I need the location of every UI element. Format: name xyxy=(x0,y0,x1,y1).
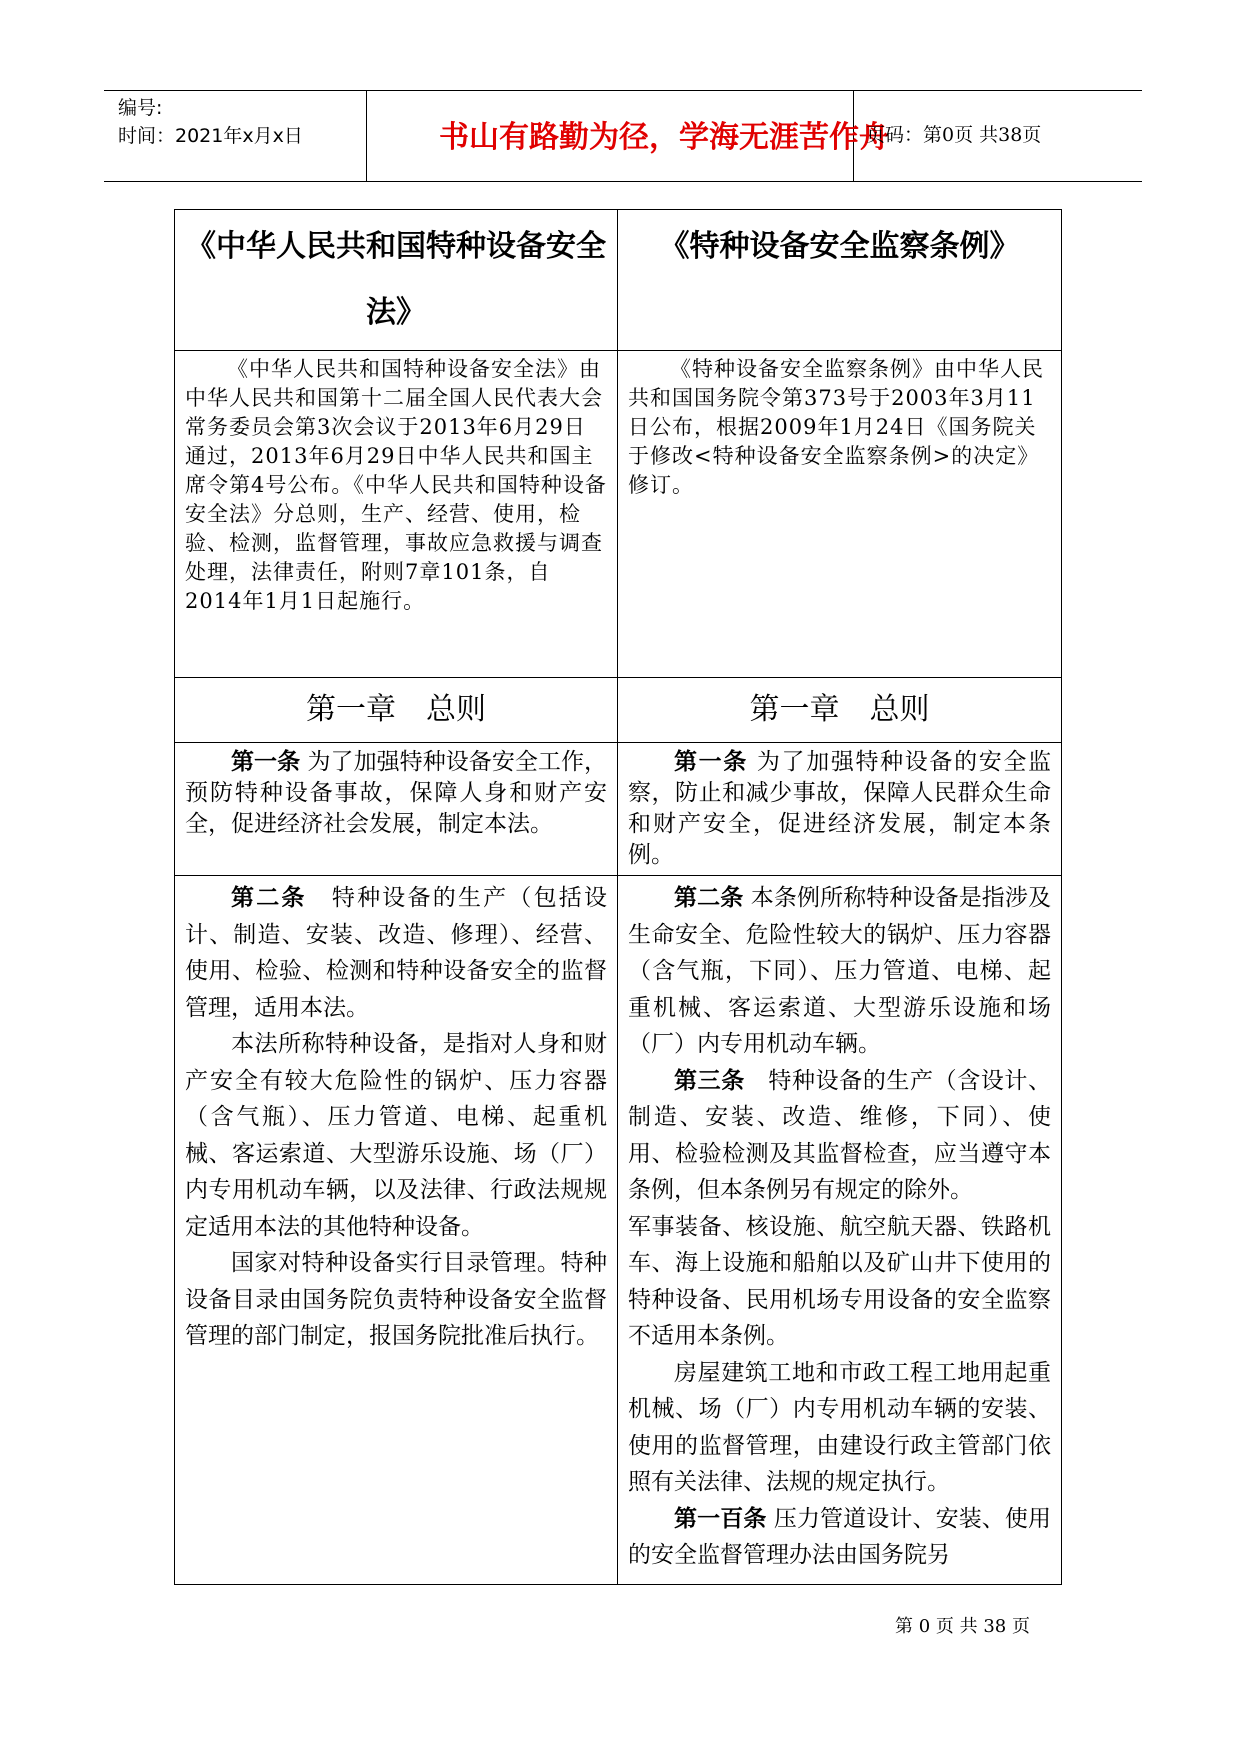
left-law-title: 《中华人民共和国特种设备安全法》 xyxy=(175,210,618,351)
header-top-rule xyxy=(104,90,1142,91)
table-row-article-1 xyxy=(175,743,1062,876)
right-article-1-text: 为了加强特种设备的安全监察，防止和减少事故，保障人民群众生命和财产安全，促进经济发展，制定本条例。 xyxy=(628,749,1052,868)
left-article-1-lead: 第一条 xyxy=(231,749,301,775)
right-article-2 xyxy=(618,876,1062,1585)
footer-page-number: 第 0 页 共 38 页 xyxy=(895,1616,1030,1637)
right-article-3-text: 特种设备的生产（含设计、制造、安装、改造、维修，下同）、使用、检验检测及其监督检查，应当遵守本条例，但本条例另有规定的除外。 xyxy=(628,1067,1052,1203)
table-row-titles xyxy=(175,210,1062,351)
header-motto: 书山有路勤为径，学海无涯苦作舟 xyxy=(439,120,889,155)
left-intro: 《中华人民共和国特种设备安全法》由中华人民共和国第十二届全国人民代表大会常务委员会第3次会议于2013年6月29日通过，2013年6月29日中华人民共和国主席令第4号公布。《中华人民共和国特种设备安全法》分总则，生产、经营、使用，检验、检测，监督管理，事故应急救援与调查处理，法律责任，附则7章101条，自2014年1月1日起施行。 xyxy=(175,351,618,678)
right-article-3-para xyxy=(628,1063,1051,1209)
left-article-1 xyxy=(175,743,618,876)
table-row-chapter xyxy=(175,678,1062,743)
right-article-1 xyxy=(618,743,1062,876)
table-row-intro xyxy=(175,351,1062,678)
right-article-2-lead: 第二条 xyxy=(674,885,744,911)
left-article-2-para xyxy=(185,880,607,1026)
left-article-2-para-2: 本法所称特种设备，是指对人身和财产安全有较大危险性的锅炉、压力容器（含气瓶）、压力管道、电梯、起重机械、客运索道、大型游乐设施、场（厂）内专用机动车辆，以及法律、行政法规规定适用本法的其他特种设备。 xyxy=(185,1031,607,1240)
right-article-3-para-2: 军事装备、核设施、航空航天器、铁路机车、海上设施和船舶以及矿山井下使用的特种设备、民用机场专用设备的安全监察不适用本条例。 xyxy=(628,1213,1051,1349)
right-article-1-lead: 第一条 xyxy=(674,749,748,775)
comparison-table xyxy=(174,209,1062,1585)
right-article-1-para xyxy=(628,747,1051,871)
left-article-1-text: 为了加强特种设备安全工作，预防特种设备事故，保障人身和财产安全，促进经济社会发展，制定本法。 xyxy=(185,749,608,837)
left-article-2-lead: 第二条 xyxy=(231,885,307,911)
left-article-2-para-3: 国家对特种设备实行目录管理。特种设备目录由国务院负责特种设备安全监督管理的部门制定，报国务院批准后执行。 xyxy=(185,1250,607,1349)
left-article-1-para xyxy=(185,747,607,840)
right-article-2-para xyxy=(628,880,1051,1063)
left-article-2-text: 特种设备的生产（包括设计、制造、安装、改造、修理）、经营、使用、检验、检测和特种设备安全的监督管理，适用本法。 xyxy=(185,885,608,1021)
right-article-100-lead: 第一百条 xyxy=(674,1505,767,1532)
left-chapter-heading: 第一章 总则 xyxy=(175,678,618,743)
page-header xyxy=(104,90,1142,182)
right-article-2-text: 本条例所称特种设备是指涉及生命安全、危险性较大的锅炉、压力容器（含气瓶，下同）、压力管道、电梯、起重机械、客运索道、大型游乐设施和场（厂）内专用机动车辆。 xyxy=(628,885,1052,1057)
right-chapter-heading: 第一章 总则 xyxy=(618,678,1062,743)
right-article-3-para-3: 房屋建筑工地和市政工程工地用起重机械、场（厂）内专用机动车辆的安装、使用的监督管理，由建设行政主管部门依照有关法律、法规的规定执行。 xyxy=(628,1359,1051,1495)
right-law-title: 《特种设备安全监察条例》 xyxy=(618,210,1062,351)
right-article-3-lead: 第三条 xyxy=(674,1067,745,1094)
right-intro: 《特种设备安全监察条例》由中华人民共和国国务院令第373号于2003年3月11日公布，根据2009年1月24日《国务院关于修改<特种设备安全监察条例>的决定》修订。 xyxy=(618,351,1062,678)
header-bottom-rule xyxy=(104,181,1142,182)
header-meta xyxy=(118,94,303,150)
document-time-label: 时间：2021年x月x日 xyxy=(118,125,303,147)
document-number-label: 编号: xyxy=(118,97,163,119)
table-row-article-2 xyxy=(175,876,1062,1585)
right-article-100-para xyxy=(628,1501,1051,1574)
header-page-number: 页码：第0页 共38页 xyxy=(866,124,1042,146)
right-article-100-text: 压力管道设计、安装、使用的安全监督管理办法由国务院另 xyxy=(628,1505,1052,1568)
left-article-2 xyxy=(175,876,618,1585)
